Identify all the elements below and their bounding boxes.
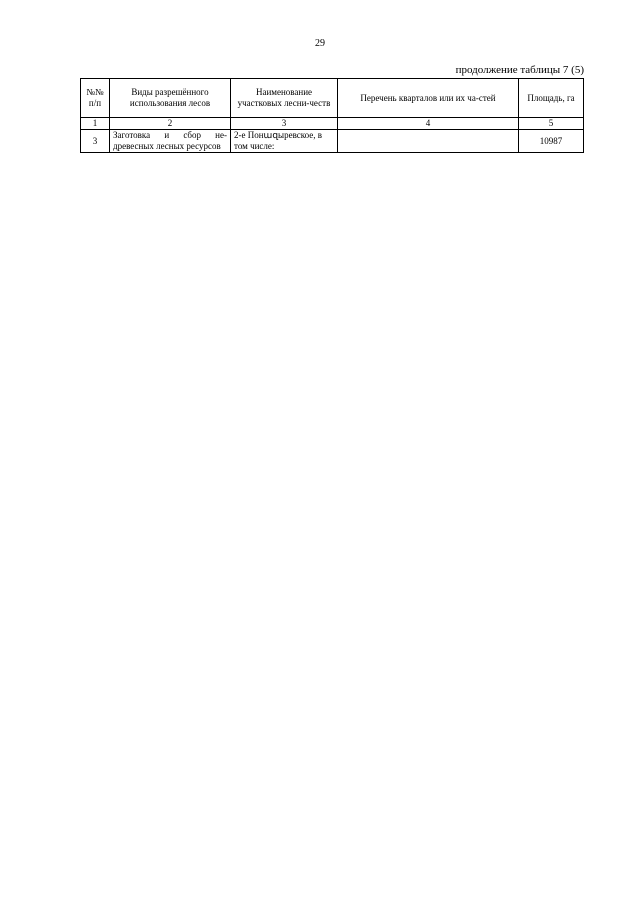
area-value: 10987: [519, 130, 584, 153]
table-row: [81, 130, 584, 153]
header-cell: Перечень кварталов или их ча-стей: [338, 79, 519, 118]
column-number-row: [81, 118, 584, 130]
header-cell: Наименование участковых лесни-честв: [231, 79, 338, 118]
usage-kind: Заготовка и сбор не-древесных лесных ресурсов: [110, 130, 231, 153]
header-row: [81, 79, 584, 118]
quarter-list: [338, 130, 519, 153]
column-number: 2: [110, 118, 231, 130]
header-cell: Виды разрешённого использования лесов: [110, 79, 231, 118]
column-number: 3: [231, 118, 338, 130]
header-cell: №№ п/п: [81, 79, 110, 118]
forestry-name: 2-е Понազырeвское, в том числе:: [231, 130, 338, 153]
table-caption: продолжение таблицы 7 (5): [455, 64, 584, 76]
table-body: [81, 130, 584, 153]
column-number: 1: [81, 118, 110, 130]
page-number: 29: [315, 38, 325, 49]
row-number: 3: [81, 130, 110, 153]
column-number: 4: [338, 118, 519, 130]
quarters-table: [80, 78, 584, 153]
column-number: 5: [519, 118, 584, 130]
header-cell: Площадь, га: [519, 79, 584, 118]
